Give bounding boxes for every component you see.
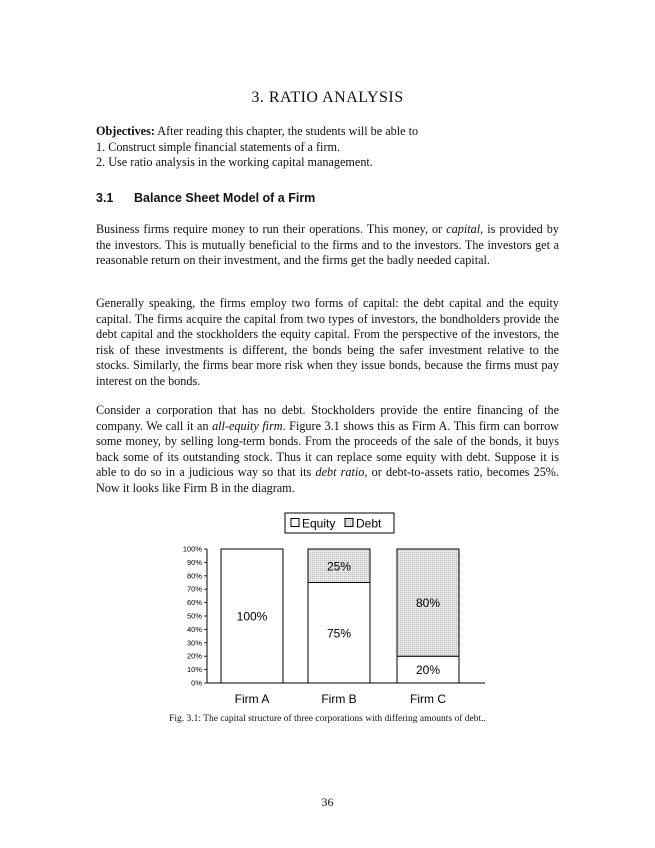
para3-text-c: , or debt-to-assets ratio, becomes 25%. Now it looks like Firm B in the diagram. <box>96 465 560 495</box>
objectives-label: Objectives: <box>96 124 155 138</box>
y-tick-label: 70% <box>186 584 202 594</box>
x-tick-label: Firm C <box>410 692 446 706</box>
figure-caption: Fig. 3.1: The capital structure of three corporations with differing amounts of debt.. <box>169 714 486 724</box>
y-tick-label: 0% <box>191 678 202 688</box>
data-label: 20% <box>415 663 441 678</box>
y-tick-label: 30% <box>186 638 202 648</box>
y-tick-label: 60% <box>186 598 202 608</box>
y-tick-label: 80% <box>186 571 202 581</box>
objective-item: 2. Use ratio analysis in the working capital management. <box>96 155 373 170</box>
y-tick-label: 40% <box>186 624 202 634</box>
data-label: 80% <box>415 596 441 611</box>
paragraph-2: Generally speaking, the firms employ two forms of capital: the debt capital and the equity capital. The firms acquire the capital from two types of investors, the bondholders provide the debt capital and the stockholders the equity capital. From the perspective of the investors, the risk of these investments is different, the bonds being the safer investment relative to the stocks. Similarly, the firms bear more risk when they issue bonds, because the firms must pay interest on the bonds. <box>96 296 559 388</box>
legend-label-equity: Equity <box>302 516 336 531</box>
y-tick-label: 90% <box>186 557 202 567</box>
objectives-intro-text: After reading this chapter, the students will be able to <box>154 124 419 138</box>
para1-text-b: , is provided by the investors. This is mutually beneficial to the firms and to the investors. The investors get a reasonable return on their investment, and the firms get the badly needed capital. <box>96 222 559 268</box>
y-tick-label: 10% <box>186 665 202 675</box>
objective-item: 1. Construct simple financial statements of a firm. <box>96 139 341 154</box>
data-label: 25% <box>326 559 352 574</box>
y-tick-label: 20% <box>186 651 202 661</box>
section-title: Balance Sheet Model of a Firm <box>134 191 316 205</box>
x-tick-label: Firm B <box>321 692 357 706</box>
chapter-title: 3. RATIO ANALYSIS <box>251 89 404 106</box>
page-number: 36 <box>321 795 334 809</box>
x-tick-label: Firm A <box>234 692 270 706</box>
para3-text-a: Consider a corporation that has no debt. Stockholders provide the entire financing of the company. We call it an <box>96 403 559 433</box>
legend-label-debt: Debt <box>356 516 382 531</box>
para1-text-a: Business firms require money to run their operations. This money, or <box>96 222 447 236</box>
y-tick-label: 50% <box>186 611 202 621</box>
para3-text-b: . Figure 3.1 shows this as Firm A. This firm can borrow some money, by selling long-term bonds. From the proceeds of the sale of the bonds, it buys back some of its outstanding stock. Thus it can replace some equity with debt. Suppose it is able to do so in a judicious way so that its <box>96 418 559 480</box>
para3-emphasis-1: all-equity firm <box>212 418 283 433</box>
para1-emphasis: capital <box>446 222 481 236</box>
section-number: 3.1 <box>96 191 114 205</box>
data-label: 75% <box>326 626 352 641</box>
para3-emphasis-2: debt ratio <box>315 465 365 480</box>
legend-swatch-debt <box>345 519 353 527</box>
data-label: 100% <box>236 609 268 624</box>
legend-swatch-equity <box>291 519 299 527</box>
y-tick-label: 100% <box>182 544 202 554</box>
